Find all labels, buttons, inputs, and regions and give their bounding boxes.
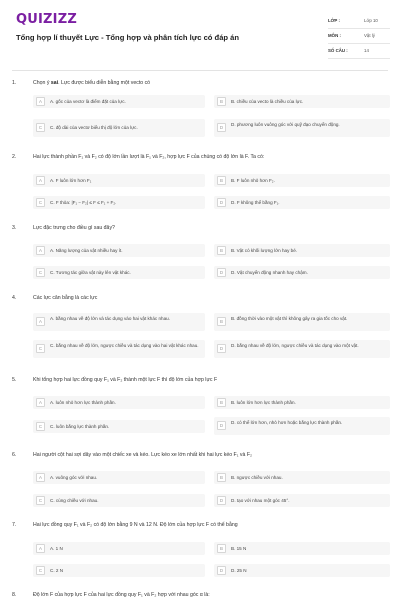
option-text: C. 2 N	[50, 568, 64, 573]
option-text: C. độ dài của vectơ biểu thị độ lớn của lực.	[50, 125, 138, 130]
question-number: 2.	[12, 154, 17, 160]
option-letter: A	[36, 246, 45, 255]
option-letter: B	[217, 246, 226, 255]
option-a[interactable]	[33, 396, 205, 409]
option-d[interactable]	[214, 417, 390, 435]
option-d[interactable]	[214, 564, 390, 577]
option-text: A. Năng lượng của vật nhiều hay ít.	[50, 248, 123, 253]
option-letter: C	[36, 422, 45, 431]
option-letter: C	[36, 566, 45, 575]
option-text: B. chiều của vecto là chiều của lực.	[231, 99, 304, 104]
option-b[interactable]	[214, 471, 390, 484]
option-d[interactable]	[214, 494, 390, 507]
meta-row-subject	[328, 29, 390, 44]
meta-table	[328, 14, 390, 59]
question-text: Hai người cột hai sợi dây vào một chiếc xe và kéo. Lực kéo xe lớn nhất khi hai lực kéo F₁ và F₂	[33, 452, 253, 458]
option-a[interactable]	[33, 244, 205, 257]
option-text: B. ngược chiều với nhau.	[231, 475, 283, 480]
question-text: Chọn ý sai. Lực được biểu diễn bằng một vecto có	[33, 80, 151, 86]
question-number: 1.	[12, 80, 17, 86]
option-d[interactable]	[214, 266, 390, 279]
option-text: B. đồng thời vào một vật thì không gây ra gia tốc cho vật.	[231, 316, 348, 321]
option-letter: A	[36, 544, 45, 553]
option-c[interactable]	[33, 119, 205, 137]
option-a[interactable]	[33, 174, 205, 187]
option-text: B. 15 N	[231, 546, 247, 551]
option-c[interactable]	[33, 266, 205, 279]
option-a[interactable]	[33, 542, 205, 555]
header-divider	[12, 70, 388, 71]
option-letter: B	[217, 97, 226, 106]
option-text: D. tạo với nhau một góc 45°.	[231, 498, 290, 503]
option-letter: D	[217, 268, 226, 277]
question-number: 6.	[12, 452, 17, 458]
option-text: D. phương luôn vuông góc với quỹ đạo chuyển động.	[231, 122, 340, 127]
option-letter: C	[36, 268, 45, 277]
option-b[interactable]	[214, 95, 390, 108]
option-letter: C	[36, 496, 45, 505]
option-b[interactable]	[214, 313, 390, 331]
meta-key: LỚP :	[328, 18, 340, 23]
meta-value: Vật lý	[364, 33, 375, 38]
question-number: 8.	[12, 592, 17, 598]
question-text: Khi tổng hợp hai lực đồng quy F₁ và F₂ thành một lực F thì độ lớn của hợp lực F	[33, 377, 218, 383]
option-d[interactable]	[214, 196, 390, 209]
option-text: C. luôn bằng lực thành phần.	[50, 424, 110, 429]
question-number: 5.	[12, 377, 17, 383]
option-text: A. luôn nhỏ hơn lực thành phần.	[50, 400, 116, 405]
option-b[interactable]	[214, 542, 390, 555]
option-text: D. Vật chuyển động nhanh hay chậm.	[231, 270, 308, 275]
option-letter: D	[217, 344, 226, 353]
worksheet-header	[0, 0, 400, 68]
option-text: B. Vật có khối lượng lớn hay bé.	[231, 248, 298, 253]
option-c[interactable]	[33, 564, 205, 577]
option-letter: B	[217, 544, 226, 553]
option-text: C. Tương tác giữa vật này lên vật khác.	[50, 270, 131, 275]
option-c[interactable]	[33, 420, 205, 433]
option-b[interactable]	[214, 244, 390, 257]
question-text: Các lực cân bằng là các lực	[33, 295, 98, 301]
option-letter: A	[36, 176, 45, 185]
option-text: D. 25 N	[231, 568, 247, 573]
option-text: A. vuông góc với nhau.	[50, 475, 98, 480]
option-a[interactable]	[33, 313, 205, 331]
option-text: C. cùng chiều với nhau.	[50, 498, 99, 503]
question-text: Độ lớn F của hợp lực F của hai lực đồng quy F₁ và F₂ hợp với nhau góc α là:	[33, 592, 210, 598]
option-letter: D	[217, 496, 226, 505]
option-text: B. F luôn nhỏ hơn F₂.	[231, 178, 275, 183]
option-c[interactable]	[33, 494, 205, 507]
page-title: Tổng hợp lí thuyết Lực - Tổng hợp và phân tích lực có đáp án	[16, 33, 240, 42]
option-letter: D	[217, 198, 226, 207]
option-letter: C	[36, 344, 45, 353]
option-text: D. bằng nhau về độ lớn, ngược chiều và tác dụng vào một vật.	[231, 343, 359, 348]
option-letter: D	[217, 566, 226, 575]
option-letter: A	[36, 317, 45, 326]
option-letter: C	[36, 198, 45, 207]
option-text: C. F thỏa: |F₁ − F₂| ≤ F ≤ F₁ + F₂.	[50, 200, 117, 205]
option-text: D. F không thể bằng F₁.	[231, 200, 280, 205]
meta-row-class	[328, 14, 390, 29]
option-b[interactable]	[214, 396, 390, 409]
option-text: A. gốc của vectơ là điểm đặt của lực.	[50, 99, 126, 104]
meta-key: SỐ CÂU :	[328, 48, 348, 53]
question-text: Hai lực thành phần F₁ và F₂ có độ lớn lần lượt là F₁ và F₂, hợp lực F của chúng có độ lớn là F. Ta có:	[33, 154, 265, 160]
option-letter: D	[217, 421, 226, 430]
option-letter: A	[36, 97, 45, 106]
question-text: Lực đặc trưng cho điều gì sau đây?	[33, 225, 115, 231]
option-letter: B	[217, 317, 226, 326]
option-d[interactable]	[214, 119, 390, 137]
question-number: 3.	[12, 225, 17, 231]
meta-value: Lớp 10	[364, 18, 378, 23]
option-a[interactable]	[33, 471, 205, 484]
option-text: D. có thể lớn hơn, nhỏ hơn hoặc bằng lực thành phần.	[231, 420, 343, 425]
option-d[interactable]	[214, 340, 390, 358]
option-c[interactable]	[33, 196, 205, 209]
option-letter: A	[36, 473, 45, 482]
option-letter: B	[217, 398, 226, 407]
option-letter: A	[36, 398, 45, 407]
meta-row-count	[328, 44, 390, 59]
option-text: A. F luôn lớn hơn F₁	[50, 178, 92, 183]
option-letter: B	[217, 473, 226, 482]
meta-value: 14	[364, 48, 369, 53]
option-letter: B	[217, 176, 226, 185]
option-letter: C	[36, 123, 45, 132]
question-number: 4.	[12, 295, 17, 301]
option-c[interactable]	[33, 340, 205, 358]
quizizz-logo: QUIZIZZ	[16, 12, 77, 27]
meta-key: MÔN :	[328, 33, 341, 38]
option-b[interactable]	[214, 174, 390, 187]
option-letter: D	[217, 123, 226, 132]
option-text: C. bằng nhau về độ lớn, ngược chiều và tác dụng vào hai vật khác nhau.	[50, 343, 199, 348]
option-a[interactable]	[33, 95, 205, 108]
question-number: 7.	[12, 522, 17, 528]
question-text: Hai lực đồng quy F₁ và F₂ có độ lớn bằng 9 N và 12 N. Độ lớn của hợp lực F có thể bằng	[33, 522, 238, 528]
option-text: B. luôn lớn hơn lực thành phần.	[231, 400, 296, 405]
option-text: A. bằng nhau về độ lớn và tác dụng vào hai vật khác nhau.	[50, 316, 170, 321]
option-text: A. 1 N	[50, 546, 63, 551]
